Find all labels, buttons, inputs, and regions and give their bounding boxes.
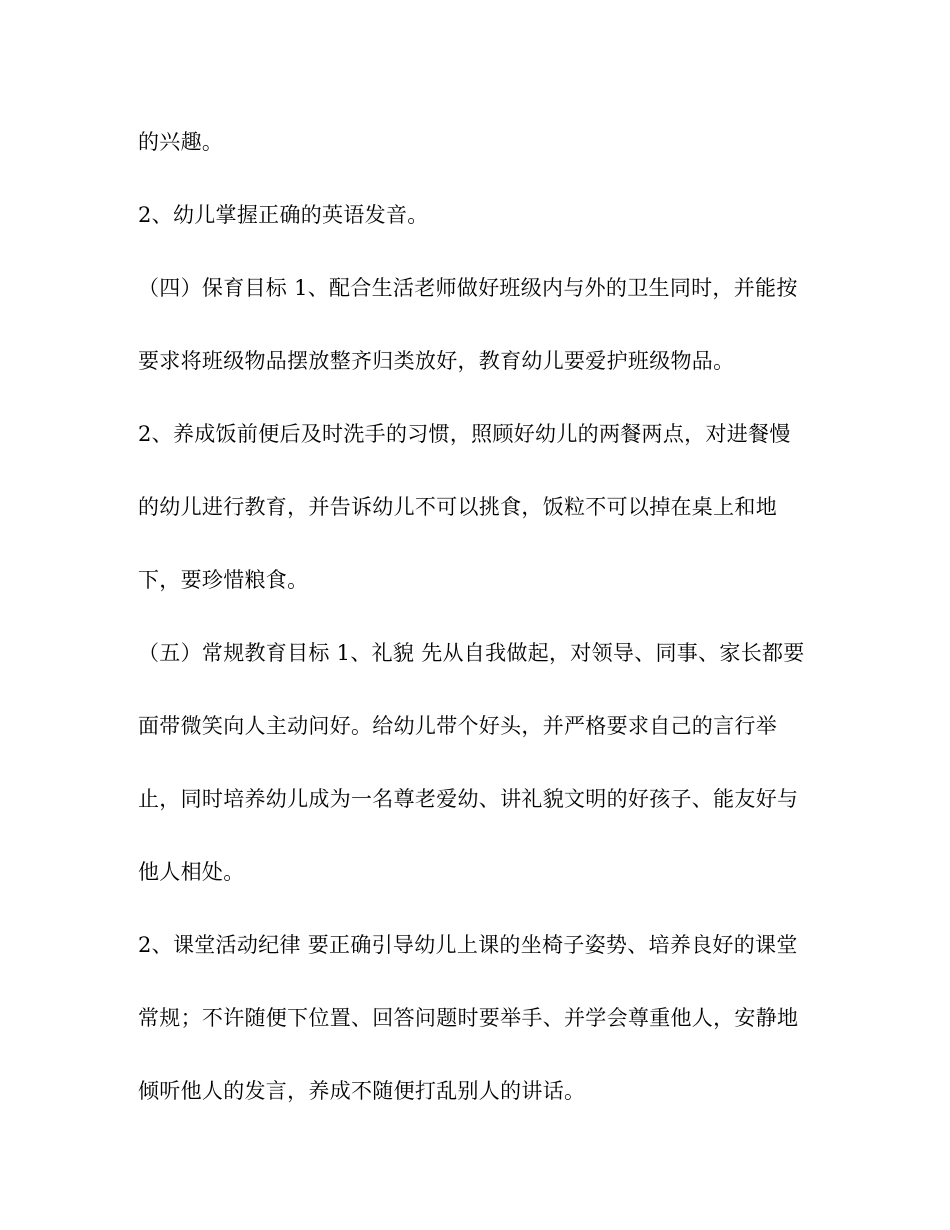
text-line: 他人相处。 — [138, 860, 245, 884]
text-line: 面带微笑向人主动问好。给幼儿带个好头，并严格要求自己的言行举 — [138, 714, 777, 738]
text-line: 的兴趣。 — [138, 130, 224, 154]
text-line: 止，同时培养幼儿成为一名尊老爱幼、讲礼貌文明的好孩子、能友好与 — [138, 787, 799, 811]
text-line: （四）保育目标 1、配合生活老师做好班级内与外的卫生同时，并能按 — [138, 276, 798, 300]
text-line: 常规；不许随便下位置、回答问题时要举手、并学会尊重他人，安静地 — [138, 1006, 799, 1030]
text-line: 倾听他人的发言，养成不随便打乱别人的讲话。 — [138, 1079, 586, 1103]
text-line: 下，要珍惜粮食。 — [138, 568, 309, 592]
text-line: 2、幼儿掌握正确的英语发音。 — [138, 203, 429, 227]
text-line: 2、课堂活动纪律 要正确引导幼儿上课的坐椅子姿势、培养良好的课堂 — [138, 933, 798, 957]
text-line: 2、养成饭前便后及时洗手的习惯，照顾好幼儿的两餐两点，对进餐慢 — [138, 422, 791, 446]
text-line: 要求将班级物品摆放整齐归类放好，教育幼儿要爱护班级物品。 — [138, 349, 735, 373]
text-line: 的幼儿进行教育，并告诉幼儿不可以挑食，饭粒不可以掉在桌上和地 — [138, 495, 777, 519]
text-line: （五）常规教育目标 1、礼貌 先从自我做起，对领导、同事、家长都要 — [138, 641, 805, 665]
